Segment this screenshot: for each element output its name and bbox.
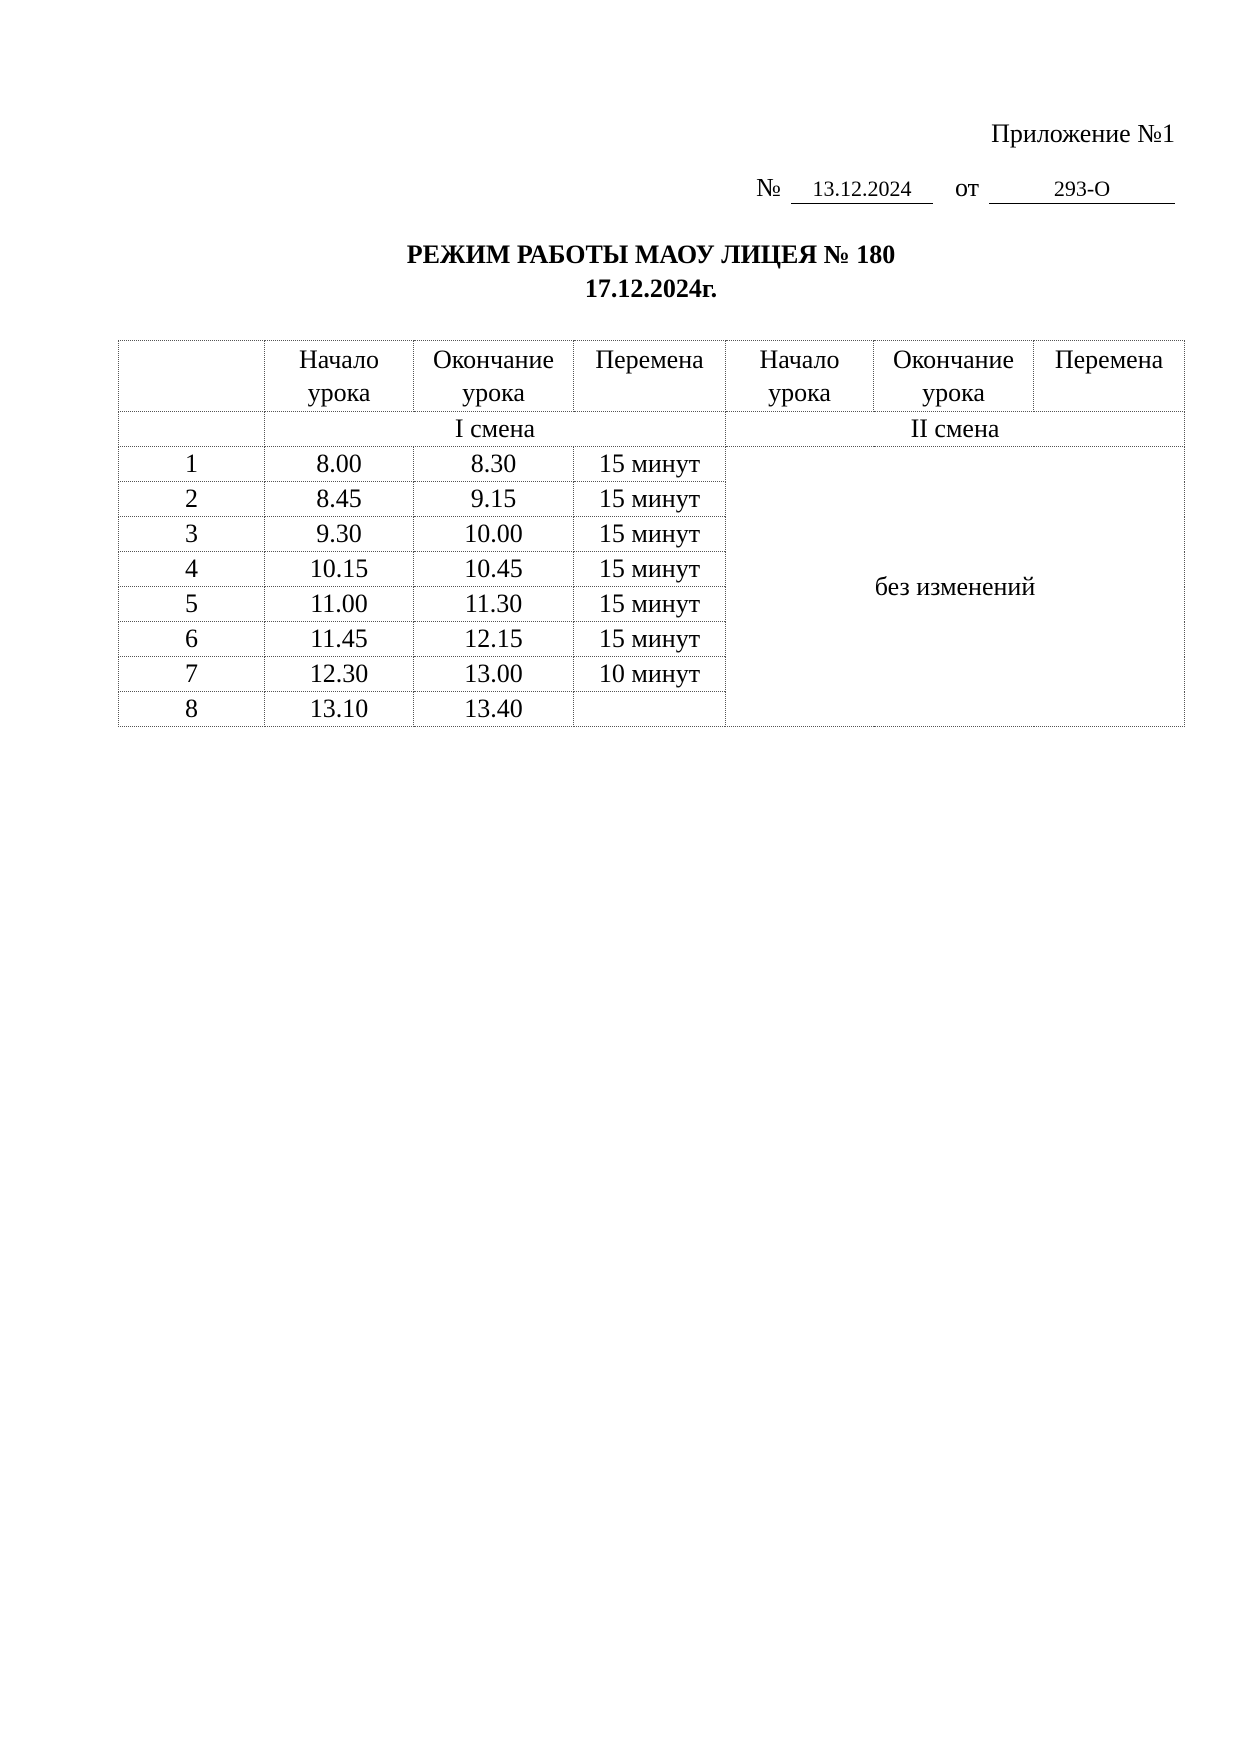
lesson-end: 10.45 (414, 552, 574, 587)
header-start-shift2 (726, 341, 874, 412)
lesson-end: 8.30 (414, 447, 574, 482)
lesson-break (574, 692, 726, 727)
lesson-end: 12.15 (414, 622, 574, 657)
order-number-value: 13.12.2024 (791, 176, 933, 204)
lesson-end: 11.30 (414, 587, 574, 622)
header-start-shift1 (265, 341, 414, 412)
lesson-number: 8 (119, 692, 265, 727)
header-text: урока (307, 378, 371, 407)
lesson-break: 15 минут (574, 517, 726, 552)
lesson-break: 10 минут (574, 657, 726, 692)
lesson-end: 9.15 (414, 482, 574, 517)
schedule-table (118, 340, 1185, 727)
header-break-shift1: Перемена (574, 341, 726, 412)
header-text: Начало (759, 345, 840, 374)
header-text: Окончание (893, 345, 1014, 374)
lesson-number: 5 (119, 587, 265, 622)
lesson-start: 8.00 (265, 447, 414, 482)
appendix-label: Приложение №1 (991, 119, 1175, 148)
lesson-start: 11.00 (265, 587, 414, 622)
lesson-start: 10.15 (265, 552, 414, 587)
header-text: урока (922, 378, 985, 407)
lesson-number: 2 (119, 482, 265, 517)
title-line-2: 17.12.2024г. (584, 274, 718, 303)
lesson-number: 3 (119, 517, 265, 552)
shift2-note: без изменений (726, 447, 1185, 727)
order-number-label: № (756, 173, 781, 202)
lesson-start: 12.30 (265, 657, 414, 692)
lesson-break: 15 минут (574, 622, 726, 657)
lesson-number: 6 (119, 622, 265, 657)
shift2-label: II смена (726, 412, 1185, 447)
lesson-number: 7 (119, 657, 265, 692)
table-row (119, 447, 1185, 482)
header-text: урока (462, 378, 525, 407)
header-end-shift2 (874, 341, 1034, 412)
lesson-number: 1 (119, 447, 265, 482)
lesson-end: 13.40 (414, 692, 574, 727)
title-line-1: РЕЖИМ РАБОТЫ МАОУ ЛИЦЕЯ № 180 (406, 240, 896, 269)
shift1-label: I смена (265, 412, 726, 447)
header-break-shift2: Перемена (1034, 341, 1185, 412)
header-text: Начало (298, 345, 380, 374)
lesson-start: 11.45 (265, 622, 414, 657)
shift-row (119, 412, 1185, 447)
lesson-break: 15 минут (574, 447, 726, 482)
header-empty-cell (119, 341, 265, 412)
header-row (119, 341, 1185, 412)
header-text: урока (768, 378, 831, 407)
lesson-break: 15 минут (574, 552, 726, 587)
lesson-start: 8.45 (265, 482, 414, 517)
lesson-start: 13.10 (265, 692, 414, 727)
lesson-end: 13.00 (414, 657, 574, 692)
order-from-label: от (954, 173, 979, 202)
header-text: Окончание (433, 345, 554, 374)
order-reference (756, 172, 1175, 204)
header-end-shift1 (414, 341, 574, 412)
order-from-value: 293-О (989, 176, 1175, 204)
lesson-number: 4 (119, 552, 265, 587)
lesson-break: 15 минут (574, 482, 726, 517)
lesson-start: 9.30 (265, 517, 414, 552)
shift-empty-cell (119, 412, 265, 447)
lesson-break: 15 минут (574, 587, 726, 622)
document-title (118, 238, 1184, 306)
lesson-end: 10.00 (414, 517, 574, 552)
